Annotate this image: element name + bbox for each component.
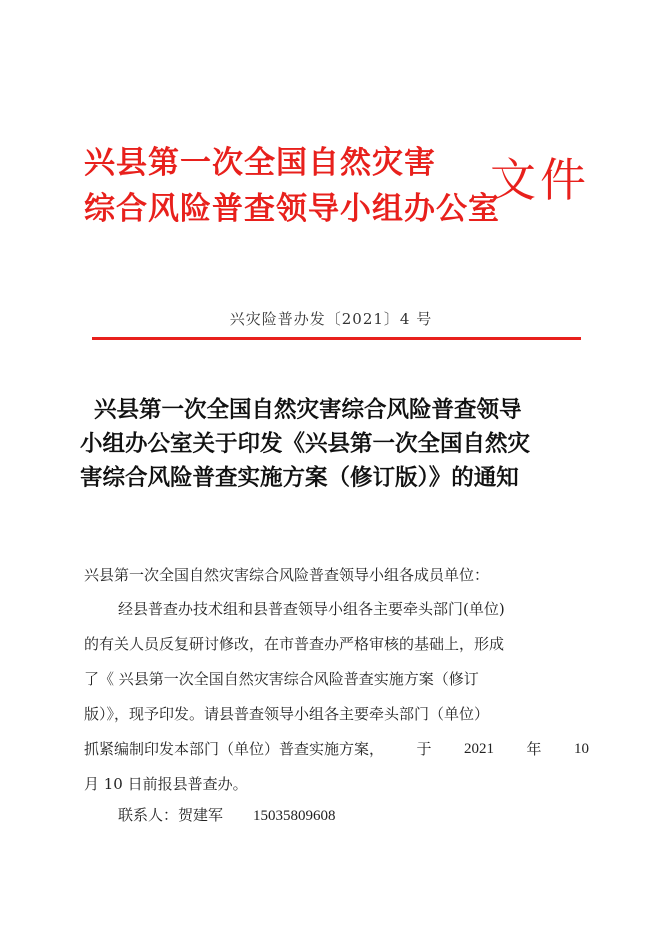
org-name-line2: 综合风险普查领导小组办公室	[84, 191, 500, 227]
deadline-year: 2021	[464, 741, 494, 757]
title-line1: 兴县第一次全国自然灾害综合风险普查领导	[94, 397, 522, 423]
paragraph-line: 月 10 日前报县普查办。	[84, 775, 248, 793]
contact-phone: 15035809608	[253, 808, 336, 824]
org-name-line1: 兴县第一次全国自然灾害	[84, 145, 436, 181]
paragraph-line	[84, 732, 589, 767]
paragraph-line-text: 抓紧编制印发本部门（单位）普查实施方案，	[84, 740, 385, 758]
document-title	[80, 393, 590, 495]
body-paragraph	[84, 592, 589, 802]
paragraph-line: 经县普查办技术组和县普查领导小组各主要牵头部门(单位)	[118, 600, 505, 618]
paragraph-word-yu: 于	[416, 740, 432, 758]
paragraph-line: 的有关人员反复研讨修改，在市普查办严格审核的基础上，形成	[84, 635, 505, 653]
contact-person: 联系人：贺建军	[118, 806, 224, 824]
document-type-label: 文件	[490, 153, 590, 207]
paragraph-line: 版）》，现予印发。请县普查领导小组各主要牵头部门（单位）	[84, 705, 490, 723]
red-separator-line	[92, 337, 581, 340]
paragraph-word-nian: 年	[526, 740, 542, 758]
document-number: 兴灾险普办发〔2021〕4 号	[229, 310, 433, 328]
title-line2: 小组办公室关于印发《兴县第一次全国自然灾	[80, 431, 531, 457]
contact-line	[84, 798, 623, 834]
title-line3: 害综合风险普查实施方案（修订版）》的通知	[80, 465, 519, 491]
salutation: 兴县第一次全国自然灾害综合风险普查领导小组各成员单位：	[84, 566, 490, 584]
issuing-organization	[84, 140, 500, 232]
deadline-month: 10	[573, 741, 589, 757]
paragraph-line: 了《 兴县第一次全国自然灾害综合风险普查实施方案（修订	[84, 670, 479, 688]
